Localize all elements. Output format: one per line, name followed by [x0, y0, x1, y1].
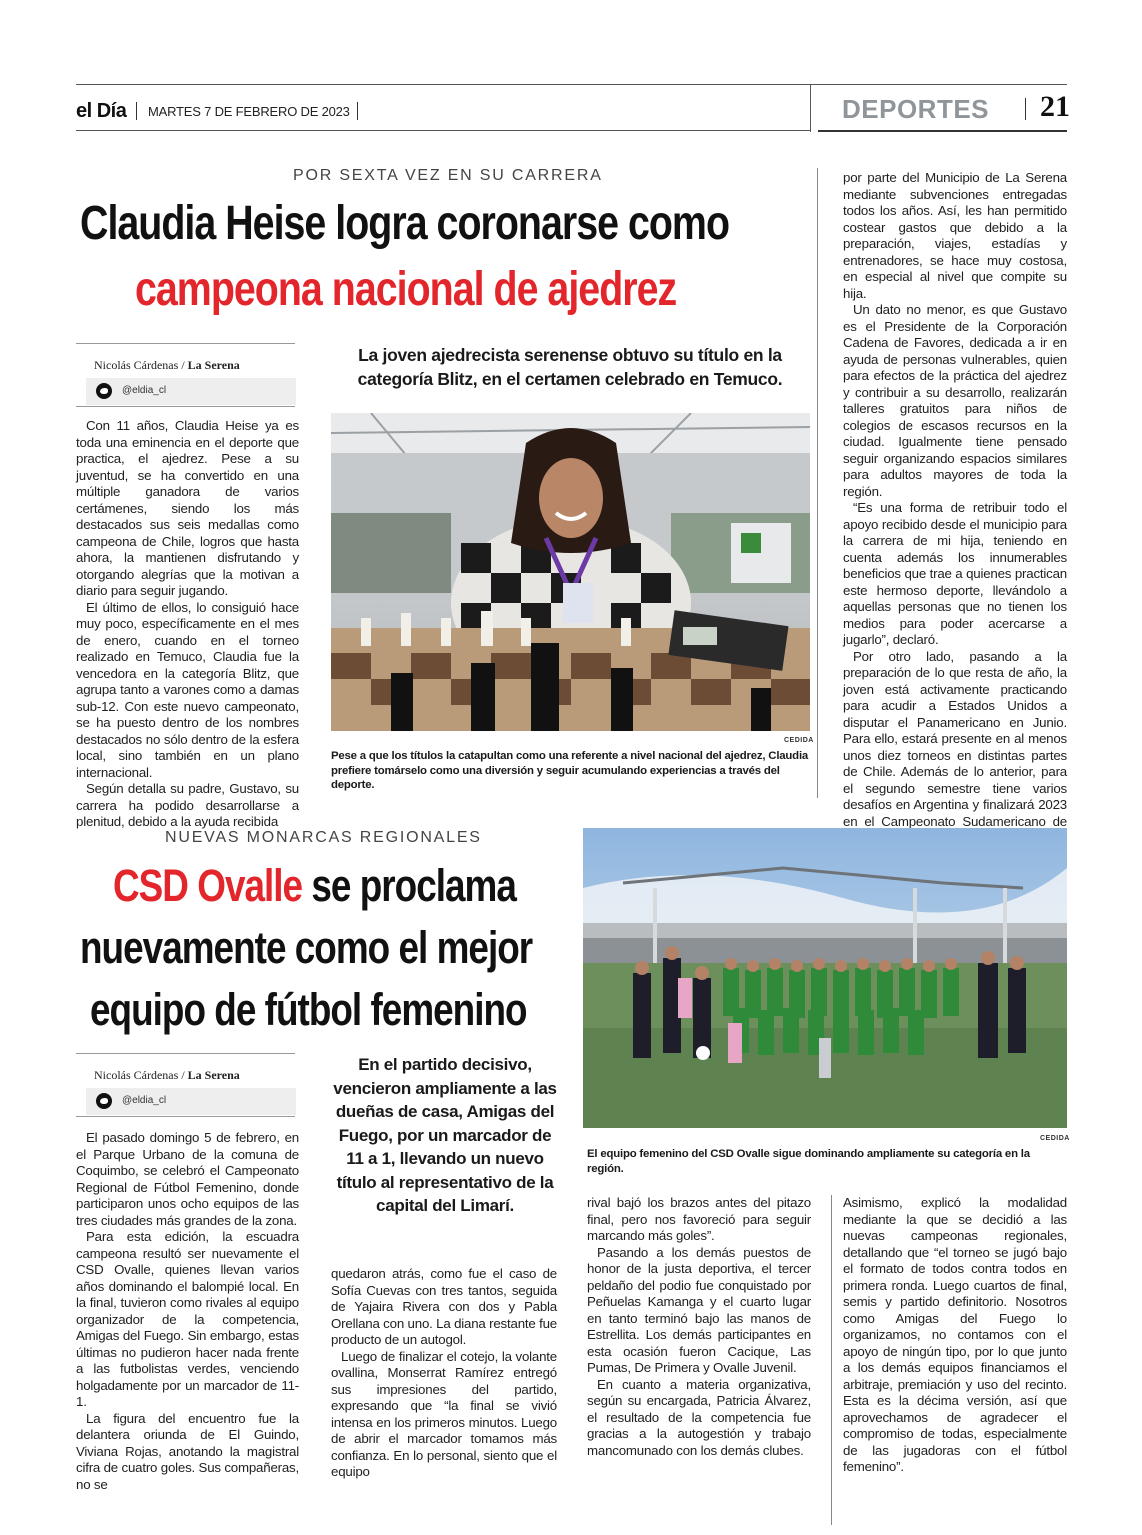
byline-place: La Serena: [187, 1068, 240, 1082]
paragraph: Luego de finalizar el cotejo, la volante ovallina, Monserrat Ramírez entregó sus impresiones del partido, expresando que “la final se vivió intensa en los primeros minutos. Luego de abrir el marcador tomamos más confianza. En lo personal, siento que el equipo: [331, 1348, 557, 1479]
article2-column1: [76, 1130, 299, 1493]
paragraph: Asimismo, explicó la modalidad mediante la que se decidió a las nuevas campeonas regionales, detallando que “el torneo se jugó bajo el formato de todos contra todos en primera ronda. Luego cuartos de final, semis y partido definitorio. Nosotros como Amigas del Fuego lo organizamos, no contamos con el apoyo de ningún tipo, por lo que junto a los demás equipos financiamos el arbitraje, premiación y uso del recinto. Esta es la décima versión, así que aprovechamos de agradecer el compromiso de todas, especialmente de las jugadoras con el fútbol femenino”.: [843, 1195, 1067, 1474]
article1-headline-line1: Claudia Heise logra coronarse como: [80, 197, 730, 250]
section-title: DEPORTES: [842, 94, 990, 124]
article2-column4: [843, 1195, 1067, 1476]
article1-column3: [843, 170, 1067, 847]
article2-photo-credit: CEDIDA: [1040, 1135, 1070, 1142]
article1-photo-credit: CEDIDA: [784, 737, 814, 744]
article1-deck: La joven ajedrecista serenense obtuvo su título en la categoría Blitz, en el certamen celebrado en Temuco.: [357, 345, 783, 389]
column-divider: [831, 1195, 832, 1525]
paragraph: En cuanto a materia organizativa, según su encargada, Patricia Álvarez, el resultado de la competencia fue gracias a la autogestión y trabajo mancomunado con los demás clubes.: [587, 1376, 811, 1458]
header-rule-bottom: [76, 130, 810, 131]
issue-date: MARTES 7 DE FEBRERO DE 2023: [148, 104, 350, 119]
twitter-box: [86, 1088, 296, 1115]
article2-headline-line1: [113, 860, 516, 912]
paragraph: Por otro lado, pasando a la preparación de lo que resta de año, la joven está activamente practicando para acudir a Estados Unidos a disputar el Panamericano en Junio. Para ello, estará presente en al menos unos diez torneos en distintas partes de Chile. Además de lo anterior, para el segundo semestre tiene varios desafíos en Argentina y finalizará 2023 en el Campeonato Sudamericano de: [843, 648, 1067, 829]
column-divider: [817, 168, 818, 798]
paragraph: Con 11 años, Claudia Heise ya es toda una eminencia en el deporte que practica, el ajedrez. Pese a su juventud, se ha convertido en una múltiple ganadora de varios certámenes, siendo los más destacados sus seis medallas como campeona de Chile, logros que hasta ahora, la mantienen disfrutando y otorgando alegrías que la motivan a diario para seguir jugando.: [76, 418, 299, 598]
byline-separator: /: [181, 1068, 185, 1082]
twitter-icon: [96, 1093, 112, 1109]
header-divider: [810, 84, 811, 132]
article2-column3: [587, 1195, 811, 1459]
twitter-handle[interactable]: @eldia_cl: [122, 385, 167, 396]
paragraph: El pasado domingo 5 de febrero, en el Parque Urbano de la comuna de Coquimbo, se celebró el Campeonato Regional de Fútbol Femenino, donde participaron unos ocho equipos de las tres ciudades más grandes de la zona.: [76, 1130, 299, 1228]
paragraph: La figura del encuentro fue la delantera oriunda de El Guindo, Viviana Rojas, anotando la magistral cifra de cuatro goles. Sus compañeras, no se: [76, 1410, 299, 1492]
byline-text: [94, 358, 240, 373]
article2-caption: El equipo femenino del CSD Ovalle sigue dominando ampliamente su categoría en la región.: [587, 1148, 1030, 1175]
article1-headline-line2: campeona nacional de ajedrez: [135, 263, 677, 316]
twitter-handle[interactable]: @eldia_cl: [122, 1095, 167, 1106]
byline-author: Nicolás Cárdenas: [94, 358, 179, 372]
football-team-photo: [583, 828, 1067, 1128]
article2-byline: [76, 1053, 295, 1117]
byline-place: La Serena: [187, 358, 240, 372]
headline-text: se proclama: [302, 860, 516, 911]
paragraph: rival bajó los brazos antes del pitazo final, pero nos favoreció para seguir marcando más goles”.: [587, 1195, 811, 1243]
headline-team-name: CSD Ovalle: [113, 860, 303, 911]
paragraph: “Es una forma de retribuir todo el apoyo recibido desde el municipio para la carrera de mi hija, teniendo en cuenta además los innumerables beneficios que trae a quienes practican este hermoso deporte, llevándolo a aquellas personas que no tienen los medios para poder acercarse a jugarlo”, declaró.: [843, 500, 1067, 647]
header-separator: [136, 102, 137, 120]
article1-byline: [76, 343, 295, 407]
article1-kicker: POR SEXTA VEZ EN SU CARRERA: [293, 167, 603, 184]
twitter-icon: [96, 383, 112, 399]
article1-column1: [76, 418, 299, 831]
byline-author: Nicolás Cárdenas: [94, 1068, 179, 1082]
article2-kicker: NUEVAS MONARCAS REGIONALES: [165, 829, 482, 846]
header-rule-section: [818, 130, 1067, 132]
chess-photo-illustration: [331, 413, 810, 731]
paragraph: Para esta edición, la escuadra campeona resultó ser nuevamente el CSD Ovalle, quienes llevan varios años dominando el balompié local. En la final, tuvieron como rivales al equipo organizador de la competencia, Amigas del Fuego. Sin embargo, estas últimas no pudieron hacer nada frente a las futbolistas verdes, venciendo holgadamente por un marcador de 11-1.: [76, 1229, 299, 1409]
paragraph: Un dato no menor, es que Gustavo es el Presidente de la Corporación Cadena de Favores, dedicada a ir en ayuda de personas vulnerables, quien para efectos de la práctica del ajedrez y contribuir a su desarrollo, realizarán talleres gratuitos para niños de colegios de escasos recursos en la ciudad. Igualmente tiene pensado seguir organizando espacios similares para adultos mayores de toda la región.: [843, 302, 1067, 499]
header-rule-top: [76, 84, 1067, 85]
page-number: 21: [1040, 90, 1070, 123]
football-photo-illustration: [583, 828, 1067, 1128]
twitter-box: [86, 378, 296, 405]
newspaper-logo: el Día: [76, 100, 127, 122]
byline-separator: /: [181, 358, 185, 372]
chess-photo: [331, 413, 810, 731]
header-separator: [1025, 98, 1026, 120]
article2-deck: En el partido decisivo, vencieron ampliamente a las dueñas de casa, Amigas del Fuego, por un marcador de 11 a 1, llevando un nuevo título al representativo de la capital del Limarí.: [333, 1055, 557, 1215]
article2-headline-line3: equipo de fútbol femenino: [90, 984, 527, 1035]
article1-caption: Pese a que los títulos la catapultan como una referente a nivel nacional del ajedrez, Claudia prefiere tomárselo como una diversión y seguir acumulando experiencias a través del deporte.: [331, 750, 809, 791]
article2-headline-line2: nuevamente como el mejor: [80, 922, 533, 973]
byline-text: [94, 1068, 240, 1083]
paragraph: quedaron atrás, como fue el caso de Sofía Cuevas con tres tantos, seguida de Yajaira Rivera con dos y Pabla Orellana con uno. La diana restante fue producto de un autogol.: [331, 1266, 557, 1347]
paragraph: por parte del Municipio de La Serena mediante subvenciones entregadas todos los años. Así, les han permitido costear gastos que debido a la preparación, viajes, estadías y entrenadores, se hace muy costosa, en especial al nivel que compite su hija.: [843, 170, 1067, 301]
paragraph: Según detalla su padre, Gustavo, su carrera ha podido desarrollarse a plenitud, debido a la ayuda recibida: [76, 781, 299, 829]
paragraph: El último de ellos, lo consiguió hace muy poco, específicamente en el mes de enero, cuando en el torneo realizado en Temuco, Claudia fue la vencedora en la categoría Blitz, que agrupa tanto a varones como a damas sub-12. Con este nuevo campeonato, se ha puesto dentro de los nombres destacados no sólo dentro de la esfera local, sino también en un plano internacional.: [76, 599, 299, 780]
paragraph: Pasando a los demás puestos de honor de la justa deportiva, el tercer peldaño del podio fue conquistado por Peñuelas Kamanga y el cuarto lugar en tanto terminó bajo las manos de Estrellita. Los demás participantes en esta ocasión fueron Cacique, Las Pumas, De Primera y Ovalle Juvenil.: [587, 1244, 811, 1375]
header-separator: [357, 102, 358, 120]
article2-column2: [331, 1266, 557, 1481]
